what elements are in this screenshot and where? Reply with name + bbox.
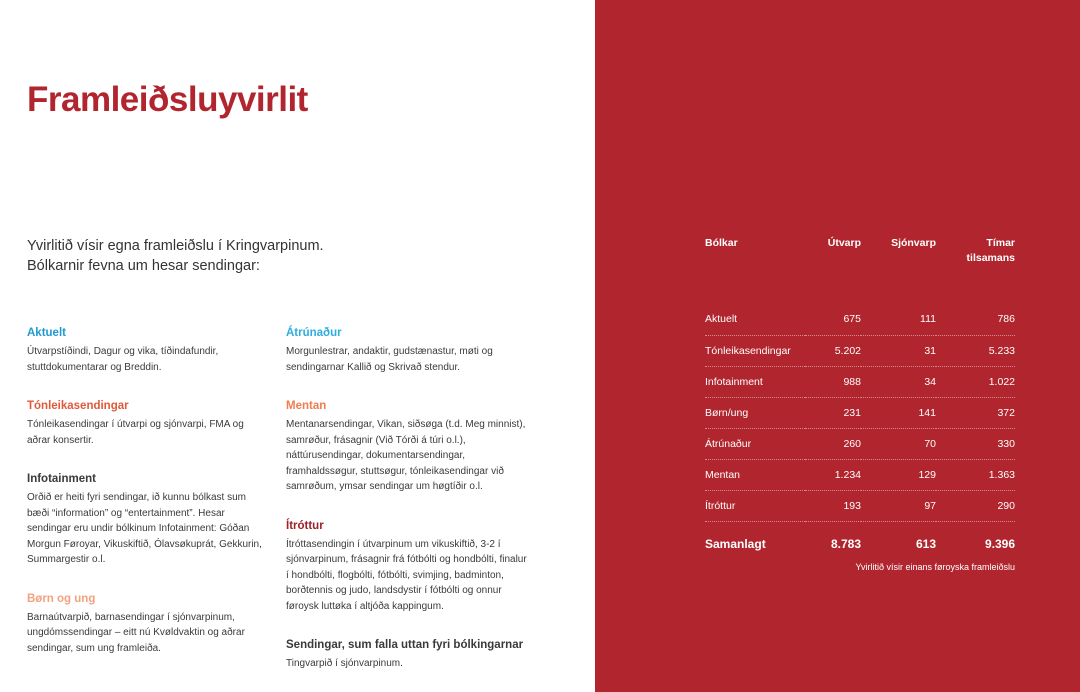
- intro-line-2: Bólkarnir fevna um hesar sendingar:: [27, 258, 260, 274]
- table-footnote: Yvirlitið vísir einans føroyska framleiðslu: [855, 562, 1015, 572]
- section-heading: Børn og ung: [27, 592, 96, 605]
- section-heading: Mentan: [286, 400, 327, 412]
- section-mentan: [286, 398, 531, 495]
- section-heading: Infotainment: [27, 473, 96, 485]
- table-row: [705, 397, 1015, 428]
- row-tv: 34: [861, 366, 936, 397]
- table-row: [705, 335, 1015, 366]
- table-row: [705, 428, 1015, 459]
- production-table: [705, 236, 1015, 567]
- total-tv: 613: [915, 537, 936, 552]
- section-born-og-ung: [27, 591, 267, 657]
- row-radio: 988: [805, 366, 861, 397]
- row-category: Tónleikasendingar: [705, 335, 805, 366]
- section-heading: Átrúnaður: [286, 327, 342, 339]
- section-heading: Ítróttur: [286, 519, 324, 532]
- header-total-hours: Tímar tilsamans: [966, 237, 1015, 264]
- table-row: [705, 459, 1015, 490]
- section-atrunadur: [286, 325, 531, 375]
- header-category: Bólkar: [705, 237, 738, 249]
- category-column-right: [286, 325, 531, 692]
- intro-line-1: Yvirlitið vísir egna framleiðslu í Kringvarpinum.: [27, 238, 324, 254]
- table-row: [705, 366, 1015, 397]
- section-body: Tingvarpið í sjónvarpinum.: [286, 658, 403, 669]
- row-radio: 193: [805, 490, 861, 521]
- row-total: 1.022: [936, 366, 1015, 397]
- category-column-left: [27, 325, 267, 679]
- row-tv: 129: [861, 459, 936, 490]
- section-infotainment: [27, 471, 267, 568]
- row-total: 330: [936, 428, 1015, 459]
- section-body: Morgunlestrar, andaktir, gudstænastur, møti og sendingarnar Kallið og Skrivað stendur.: [286, 346, 493, 373]
- row-category: Átrúnaður: [705, 428, 805, 459]
- section-body: Tónleikasendingar í útvarpi og sjónvarpi, FMA og aðrar konsertir.: [27, 419, 244, 446]
- section-body: Útvarpstíðindi, Dagur og vika, tíðindafundir, stuttdokumentarar og Breddin.: [27, 346, 219, 373]
- table-row: [705, 490, 1015, 521]
- section-heading: Aktuelt: [27, 327, 66, 339]
- row-total: 290: [936, 490, 1015, 521]
- row-tv: 70: [861, 428, 936, 459]
- section-body: Ítróttasendingin í útvarpinum um vikuskiftið, 3-2 í sjónvarpinum, frásagnir frá fótbólti og hondbólti, finalur í hondbólti, flogbólti, fótbólti, svimjing, badminton, borðtennis og judo, landsdystir í fótbólti og onnur føroysk luttøka í altjóða kappingum.: [286, 538, 527, 612]
- table-row: [705, 304, 1015, 335]
- total-label: Samanlagt: [705, 537, 766, 552]
- total-hours: 9.396: [984, 537, 1015, 552]
- total-radio: 8.783: [830, 537, 861, 552]
- row-tv: 111: [861, 304, 936, 335]
- row-radio: 231: [805, 397, 861, 428]
- section-heading: Tónleikasendingar: [27, 400, 129, 412]
- header-radio: Útvarp: [827, 237, 861, 249]
- section-body: Mentanarsendingar, Vikan, siðsøga (t.d. Meg minnist), samrøður, frásagnir (Við Tórði á túri o.l.), náttúrusendingar, dokumentarsendingar, framhaldssøgur, stuttsøgur, tónleikasendingar við samrøðum, ymsar sendingar um høgtíðir o.l.: [286, 419, 526, 492]
- row-total: 372: [936, 397, 1015, 428]
- row-total: 786: [936, 304, 1015, 335]
- row-total: 5.233: [936, 335, 1015, 366]
- row-radio: 1.234: [805, 459, 861, 490]
- section-tonleikasendingar: [27, 398, 267, 448]
- section-aktuelt: [27, 325, 267, 375]
- intro-text: [27, 236, 367, 276]
- table-header-row: [705, 236, 1015, 304]
- section-heading: Sendingar, sum falla uttan fyri bólkingarnar: [286, 639, 524, 651]
- row-radio: 260: [805, 428, 861, 459]
- header-tv: Sjónvarp: [891, 237, 936, 249]
- row-category: Ítróttur: [705, 490, 805, 521]
- section-body: Orðið er heiti fyri sendingar, ið kunnu bólkast sum bæði “information” og “entertainment”. Hesar sendingar eru undir bólkinum Infotainment: Góðan Morgun Føroyar, Vikuskiftið, Ólavsøkuprát, Gekkurin, Summargestir o.l.: [27, 492, 262, 565]
- row-category: Børn/ung: [705, 397, 805, 428]
- section-other: [286, 637, 531, 672]
- row-category: Aktuelt: [705, 304, 805, 335]
- table-total-row: [705, 521, 1015, 567]
- row-category: Infotainment: [705, 366, 805, 397]
- row-tv: 31: [861, 335, 936, 366]
- row-tv: 97: [861, 490, 936, 521]
- row-total: 1.363: [936, 459, 1015, 490]
- row-category: Mentan: [705, 459, 805, 490]
- row-radio: 675: [805, 304, 861, 335]
- section-itrottur: [286, 518, 531, 615]
- section-body: Barnaútvarpið, barnasendingar í sjónvarpinum, ungdómssendingar – eitt nú Kvøldvaktin og aðrar sendingar, sum ung framleiða.: [27, 611, 245, 654]
- row-tv: 141: [861, 397, 936, 428]
- row-radio: 5.202: [805, 335, 861, 366]
- page-title: Framleiðsluyvirlit: [27, 80, 308, 119]
